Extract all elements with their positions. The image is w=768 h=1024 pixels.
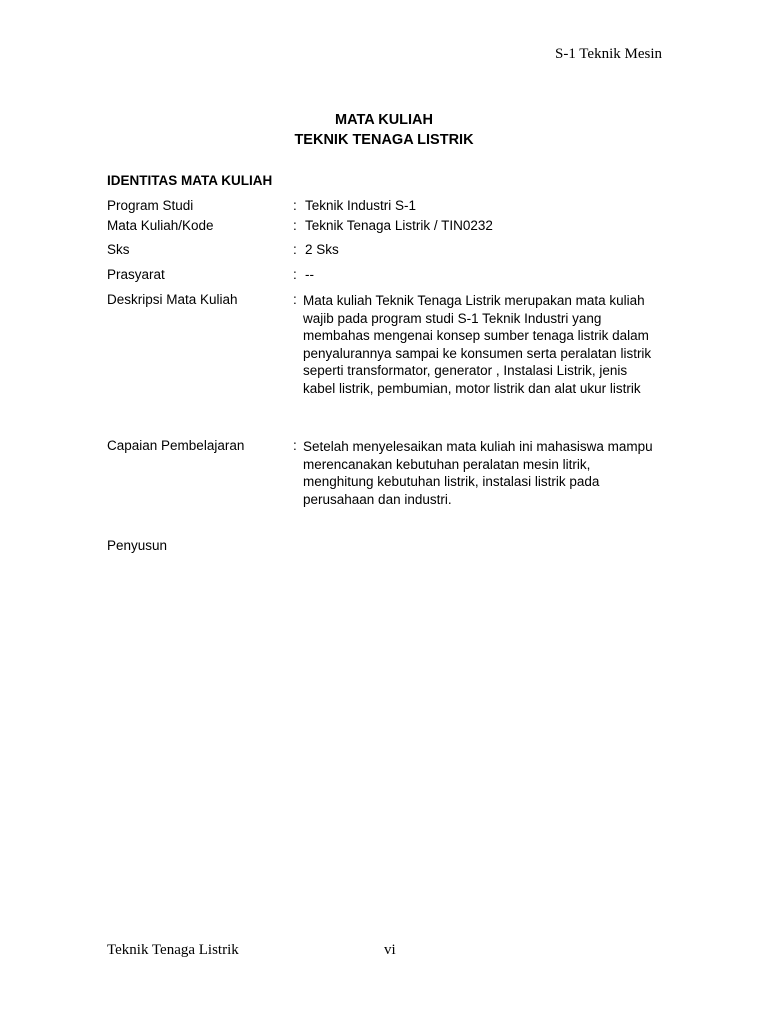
title-line-2: TEKNIK TENAGA LISTRIK bbox=[294, 132, 474, 148]
label-deskripsi: Deskripsi Mata Kuliah bbox=[107, 292, 238, 307]
section-heading-identity: IDENTITAS MATA KULIAH bbox=[107, 173, 273, 188]
label-mata-kuliah-kode: Mata Kuliah/Kode bbox=[107, 218, 214, 233]
description-line: Mata kuliah Teknik Tenaga Listrik merupakan mata kuliah bbox=[303, 293, 645, 308]
value-program-studi: Teknik Industri S-1 bbox=[305, 198, 417, 213]
description-line: membahas mengenai konsep sumber tenaga listrik dalam bbox=[303, 328, 649, 344]
learning-outcome-line: menghitung kebutuhan listrik, instalasi listrik pada bbox=[303, 474, 600, 490]
colon-separator: : bbox=[293, 242, 297, 257]
colon-separator: : bbox=[293, 292, 297, 307]
learning-outcome-line: Setelah menyelesaikan mata kuliah ini mahasiswa mampu bbox=[303, 439, 653, 454]
colon-separator: : bbox=[293, 438, 297, 453]
learning-outcome-paragraph bbox=[303, 438, 661, 508]
description-line: penyalurannya sampai ke konsumen serta peralatan listrik bbox=[303, 345, 652, 361]
page-title bbox=[0, 110, 768, 150]
label-penyusun: Penyusun bbox=[107, 538, 168, 553]
description-line: kabel listrik, pembumian, motor listrik dan alat ukur listrik bbox=[303, 380, 641, 396]
colon-separator: : bbox=[293, 267, 297, 282]
value-sks: 2 Sks bbox=[305, 242, 339, 257]
description-line: wajib pada program studi S-1 Teknik Industri yang bbox=[303, 310, 602, 326]
title-line-1: MATA KULIAH bbox=[335, 112, 433, 128]
footer-book-title: Teknik Tenaga Listrik bbox=[107, 942, 239, 958]
colon-separator: : bbox=[293, 198, 297, 213]
label-sks: Sks bbox=[107, 242, 130, 257]
description-paragraph bbox=[303, 292, 661, 398]
label-capaian-pembelajaran: Capaian Pembelajaran bbox=[107, 438, 245, 453]
colon-separator: : bbox=[293, 218, 297, 233]
description-line: seperti transformator, generator , Instalasi Listrik, jenis bbox=[303, 363, 628, 379]
value-prasyarat: -- bbox=[305, 267, 314, 282]
label-program-studi: Program Studi bbox=[107, 198, 194, 213]
learning-outcome-line: perusahaan dan industri. bbox=[303, 491, 452, 507]
label-prasyarat: Prasyarat bbox=[107, 267, 165, 282]
footer-page-number: vi bbox=[384, 942, 396, 958]
value-mata-kuliah-kode: Teknik Tenaga Listrik / TIN0232 bbox=[305, 218, 493, 233]
running-header: S-1 Teknik Mesin bbox=[554, 46, 662, 62]
learning-outcome-line: merencanakan kebutuhan peralatan mesin litrik, bbox=[303, 456, 591, 472]
